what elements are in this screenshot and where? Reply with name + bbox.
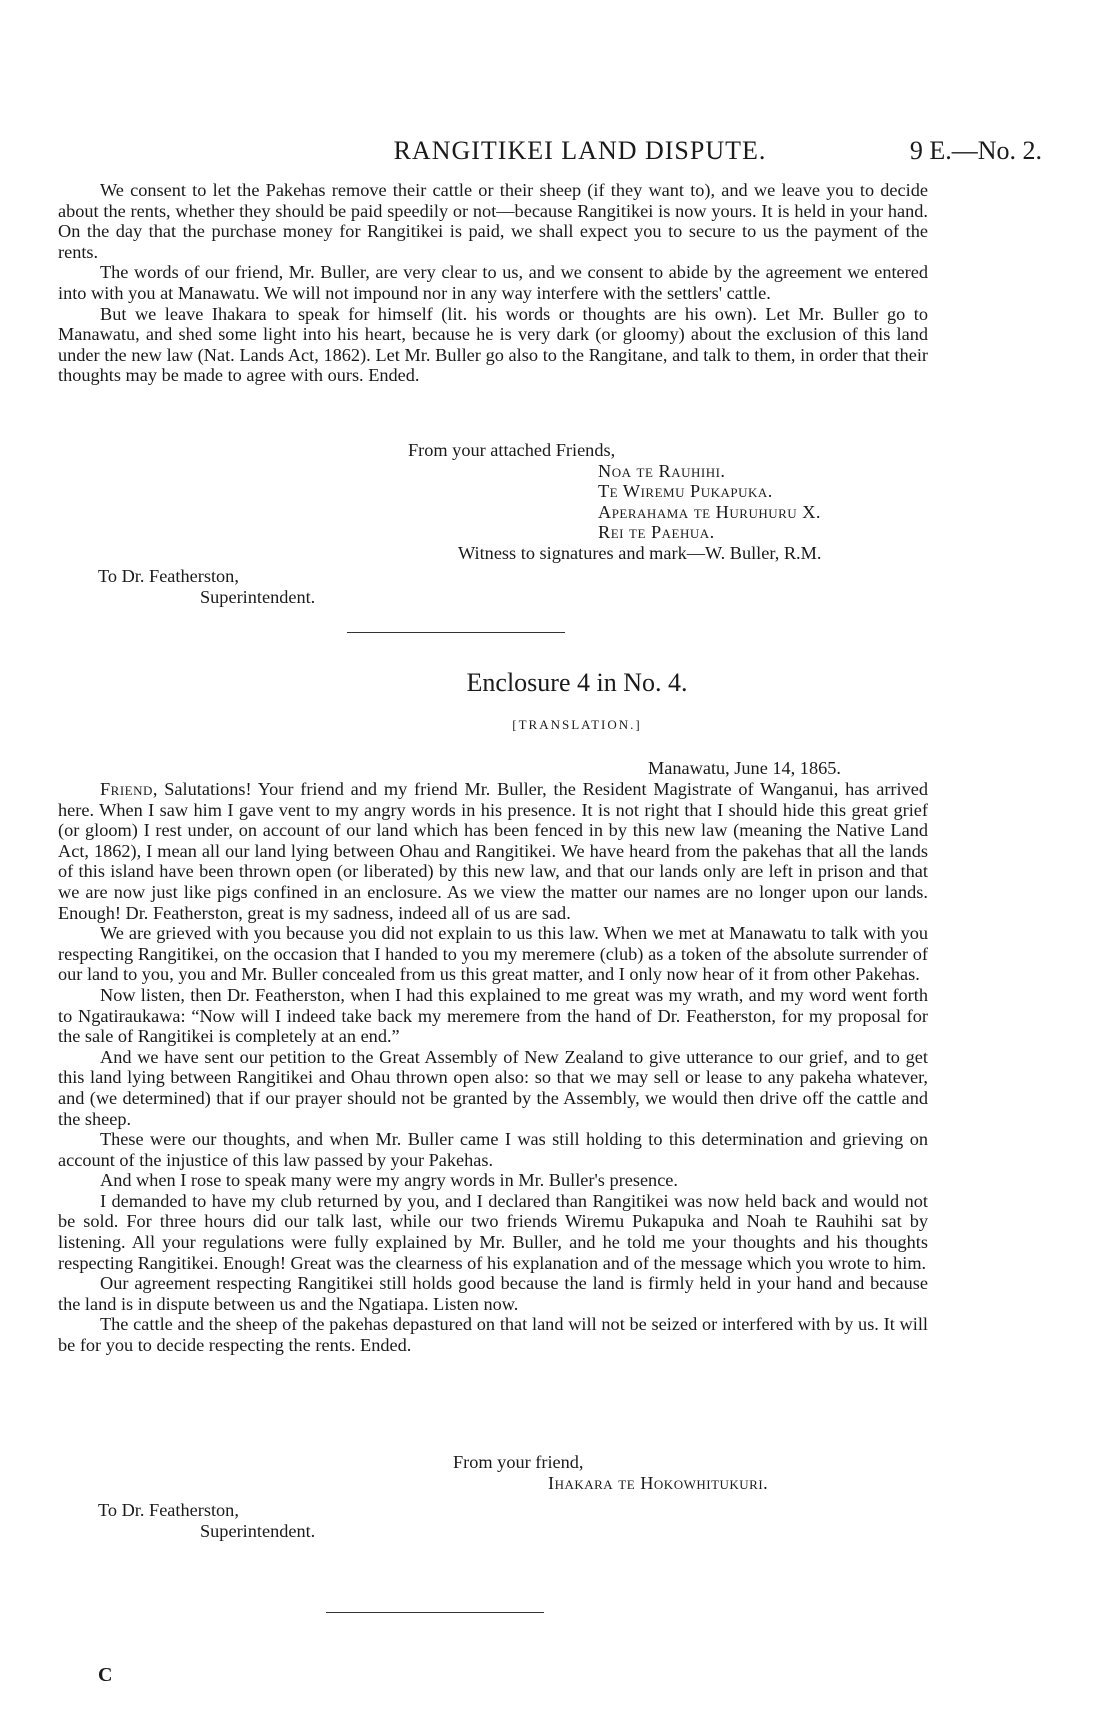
enclosure-heading: Enclosure 4 in No. 4. — [466, 668, 688, 697]
place-date-line — [58, 758, 928, 779]
enclosure-paragraph-8: Our agreement respecting Rangitikei still holds good because the land is firmly held in your hand and because the land is in dispute between us and the Ngatiapa. Listen now. — [58, 1273, 928, 1314]
letter-one-paragraph-3: But we leave Ihakara to speak for himself (lit. his words or thoughts are his own). Let Mr. Buller go to Manawatu, and shed some light into his heart, because he is very dark (or gloomy) about the exclusion of this land under the new law (Nat. Lands Act, 1862). Let Mr. Buller go also to the Rangitane, and talk to them, in order that their thoughts may be made to agree with ours. Ended. — [58, 303, 928, 386]
enclosure-addressee — [98, 1500, 498, 1541]
signatory-2: Te Wiremu Pukapuka. — [598, 481, 773, 502]
letter-one-signatures — [58, 440, 928, 564]
enclosure-paragraph-4: And we have sent our petition to the Great Assembly of New Zealand to give utterance to our grief, and to get this land lying between Rangitikei and Ohau thrown open also: so that we may sell or lease to any pakeha whatever, and (we determined) that if our prayer should not be granted by the Assembly, we would then drive off the cattle and the sheep. — [58, 1046, 928, 1129]
signatory-3: Aperahama te Huruhuru X. — [598, 501, 822, 522]
letter-one-paragraph-2: The words of our friend, Mr. Buller, are very clear to us, and we consent to abide by the agreement we entered into with you at Manawatu. We will not impound nor in any way interfere with the settlers' cattle. — [58, 262, 928, 303]
letter-one-closing: From your attached Friends, — [408, 440, 616, 460]
signatory-1: Noa te Rauhihi. — [598, 460, 726, 481]
enclosure-signature — [58, 1452, 928, 1493]
enclosure-paragraph-2: We are grieved with you because you did not explain to us this law. When we met at Manawatu to talk with you respecting Rangitikei, on the occasion that I handed to you my meremere (club) as a token of the absolute surrender of our land to you, you and Mr. Buller concealed from us this great matter, and I only now hear of it from other Pakehas. — [58, 923, 928, 985]
enclosure-paragraph-7: I demanded to have my club returned by you, and I declared than Rangitikei was now held back and would not be sold. For three hours did our talk last, while our two friends Wiremu Pukapuka and Noah te Rauhihi sat by listening. All your regulations were fully explained by Mr. Buller, and he told me your thoughts and his thoughts respecting Rangitikei. Enough! Great was the clearness of his explanation and of the message which you wrote to him. — [58, 1190, 928, 1273]
letter-one-paragraph-1: We consent to let the Pakehas remove their cattle or their sheep (if they want to), and we leave you to decide about the rents, whether they should be paid speedily or not—because Rangitikei is now yours. It is held in your hand. On the day that the purchase money for Rangitikei is paid, we shall expect you to secure to us the payment of the rents. — [58, 180, 928, 262]
enclosure-paragraph-9: The cattle and the sheep of the pakehas depastured on that land will not be seized or interfered with by us. It will be for you to decide respecting the rents. Ended. — [58, 1314, 928, 1356]
enclosure-paragraph-1: Friend, Salutations! Your friend and my friend Mr. Buller, the Resident Magistrate of Wanganui, has arrived here. When I saw him I gave vent to my angry words in his presence. It is not right that I should hide this great grief (or gloom) I rest under, on account of our land which has been fenced in by this new law (meaning the Native Land Act, 1862), I mean all our land lying between Ohau and Rangitikei. We have heard from the pakehas that all the lands of this island have been thrown open (or liberated) by this new law, and that our lands only are left in prison and that we are now just like pigs confined in an enclosure. As we view the matter our names are no longer upon our lands. Enough! Dr. Featherston, great is my sadness, indeed all of us are sad. — [58, 779, 928, 923]
signature-mark: C — [98, 1664, 113, 1686]
signatory-4: Rei te Paehua. — [598, 522, 715, 543]
closing-divider — [326, 1612, 544, 1613]
enclosure-addressee-name: To Dr. Featherston, — [98, 1500, 239, 1520]
addressee-name: To Dr. Featherston, — [98, 566, 239, 586]
witness-line: Witness to signatures and mark—W. Buller, R.M. — [458, 542, 822, 563]
translation-label: [TRANSLATION.] — [512, 717, 642, 732]
enclosure-signatory: Ihakara te Hokowhitukuri. — [548, 1472, 769, 1493]
place-date: Manawatu, June 14, 1865. — [648, 758, 841, 778]
letter-one — [58, 180, 928, 386]
enclosure-paragraph-5: These were our thoughts, and when Mr. Buller came I was still holding to this determination and grieving on account of the injustice of this law passed by your Pakehas. — [58, 1129, 928, 1170]
enclosure-paragraph-3: Now listen, then Dr. Featherston, when I had this explained to me great was my wrath, and my word went forth to Ngatiraukawa: “Now will I indeed take back my meremere from the hand of Dr. Featherston, for my proposal for the sale of Rangitikei is completely at an end.” — [58, 984, 928, 1047]
page-reference: 9 E.—No. 2. — [909, 136, 1042, 165]
letter-one-addressee — [98, 566, 498, 607]
running-title: RANGITIKEI LAND DISPUTE. — [393, 136, 767, 165]
salutation: Friend — [100, 779, 153, 799]
enclosure-addressee-title: Superintendent. — [200, 1520, 316, 1541]
enclosure-paragraph-6: And when I rose to speak many were my angry words in Mr. Buller's presence. — [100, 1170, 678, 1191]
enclosure-closing: From your friend, — [453, 1452, 584, 1472]
enclosure-letter — [58, 779, 928, 1356]
section-divider — [347, 632, 565, 633]
addressee-title: Superintendent. — [200, 586, 316, 607]
page-header — [58, 136, 1042, 176]
